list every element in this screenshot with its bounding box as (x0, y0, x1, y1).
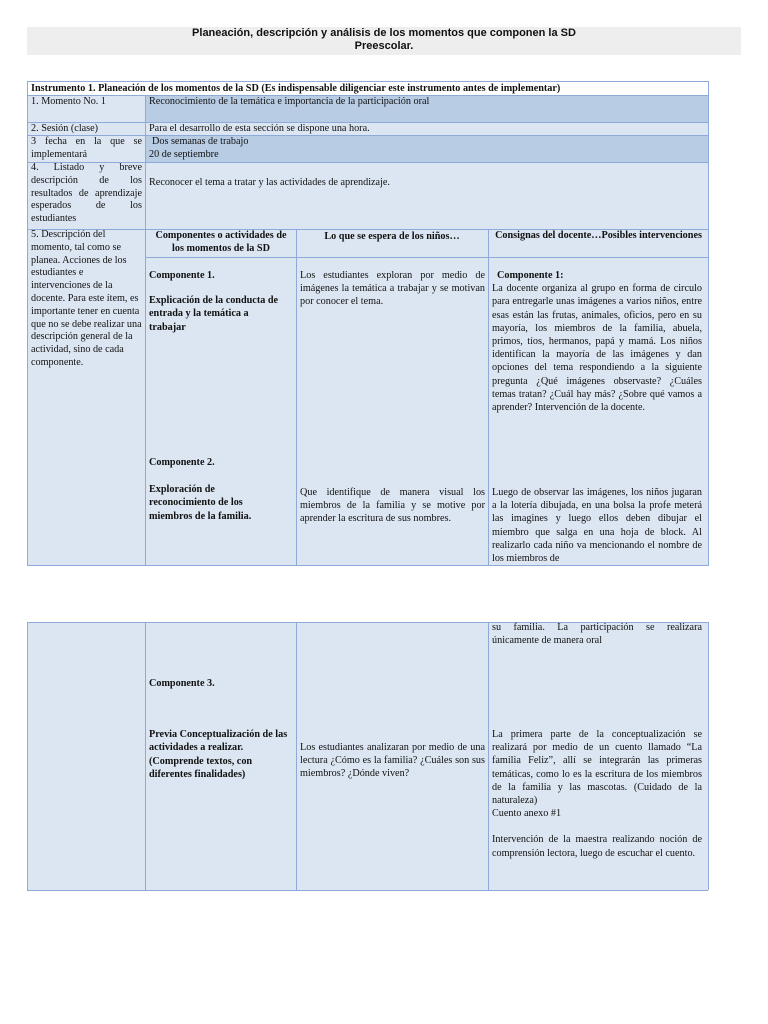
row-3-label: 3 fecha en la que se implementará (31, 136, 142, 161)
planning-table-continued (0, 615, 768, 895)
col-header-components: Componentes o actividades de los momentos de la SD (155, 230, 287, 254)
component-2-teacher: Luego de observar las imágenes, los niños jugaran a la lotería dibujada, en una bolsa la profe meterá las imagines y luego ellos deben dibujar el miembro que salga en una hoja de block. Al realizarlo cada niño va mencionando el nombre de los miembros de (492, 487, 702, 565)
component-2-name: Exploración de reconocimiento de los miembros de la familia. (149, 484, 252, 522)
component-2-expected: Que identifique de manera visual los miembros de la familia y se motive por aprender la escritura de sus nombres. (300, 487, 485, 525)
component-1-teacher-text: La docente organiza al grupo en forma de circulo para entregarle unas imágenes a varios niños, entre esas están las frutas, animales, oficios, pero en su mayoría, los miembros de la familia, abuela, primos, tíos, hermanos, papá y mamá. Los niños identifican la mayoría de las imágenes y dan opciones del tema respondiendo a la siguiente pregunta ¿Qué imágenes observaste? ¿Cuáles temas tratan? ¿Cuál hay más? ¿Sobre qué vamos a aprender? Intervención de la docente. (492, 283, 702, 414)
row-4-label: 4. Listado y breve descripción de los resultados de aprendizaje esperados de los estudiantes (31, 162, 142, 225)
component-3-teacher-p1: La primera parte de la conceptualización se realizará por medio de un cuento llamado “La familia Feliz”, allí se integrarán las primeras temáticas, como lo es la escritura de los miembros de la familia y las mascotas. (Cuidado de la naturaleza) (492, 729, 702, 807)
row-3-value-line-2: 20 de septiembre (149, 149, 219, 161)
row-3-value (146, 134, 706, 162)
row-4-value: Reconocer el tema a tratar y las actividades de aprendizaje. (149, 177, 390, 188)
col-header-teacher: Consignas del docente…Posibles intervenciones (495, 230, 702, 241)
row-1-label: 1. Momento No. 1 (31, 96, 106, 107)
component-1-title: Componente 1. (149, 270, 215, 281)
component-3-teacher-p3: Intervención de la maestra realizando noción de comprensión lectora, luego de escuchar el cuento. (492, 834, 702, 859)
row-5-label: 5. Descripción del momento, tal como se planea. Acciones de los estudiantes e intervenciones de la docente. Para este ítem, es importante tener en cuenta que no se debe realizar una descripción general de la actividad, sino de cada componente. (31, 229, 142, 368)
component-1-expected: Los estudiantes exploran por medio de imágenes la temática a trabajar y se motivan por conocer el tema. (300, 270, 485, 308)
component-1-teacher-title: Componente 1: (497, 270, 564, 281)
col-header-expected: Lo que se espera de los niños… (324, 231, 460, 242)
component-3-name: Previa Conceptualización de las actividades a realizar. (Comprende textos, con diferentes finalidades) (149, 729, 288, 781)
component-1-teacher (489, 268, 705, 415)
title-line-2: Preescolar. (354, 40, 414, 52)
component-3-title: Componente 3. (149, 678, 215, 689)
row-1-value: Reconocimiento de la temática e importancia de la participación oral (149, 96, 430, 107)
component-2-teacher-continued: su familia. La participación se realizara únicamente de manera oral (492, 622, 702, 647)
component-3-expected: Los estudiantes analizaran por medio de una lectura ¿Cómo es la familia? ¿Cuáles son sus miembros? ¿Dónde viven? (300, 742, 485, 780)
row-2-label: 2. Sesión (clase) (31, 123, 99, 134)
instrument-title: Instrumento 1. Planeación de los momentos de la SD (Es indispensable diligenciar este instrumento antes de implementar) (31, 83, 561, 94)
component-1-name: Explicación de la conducta de entrada y la temática a trabajar (149, 295, 279, 333)
title-line-1: Planeación, descripción y análisis de los momentos que componen la SD (192, 27, 576, 39)
row-2-value: Para el desarrollo de esta sección se dispone una hora. (149, 123, 370, 134)
component-3-teacher (489, 727, 705, 861)
row-3-value-line-1: Dos semanas de trabajo (152, 136, 249, 147)
component-3-teacher-p2: Cuento anexo #1 (492, 808, 562, 820)
component-2-title: Componente 2. (149, 457, 215, 468)
